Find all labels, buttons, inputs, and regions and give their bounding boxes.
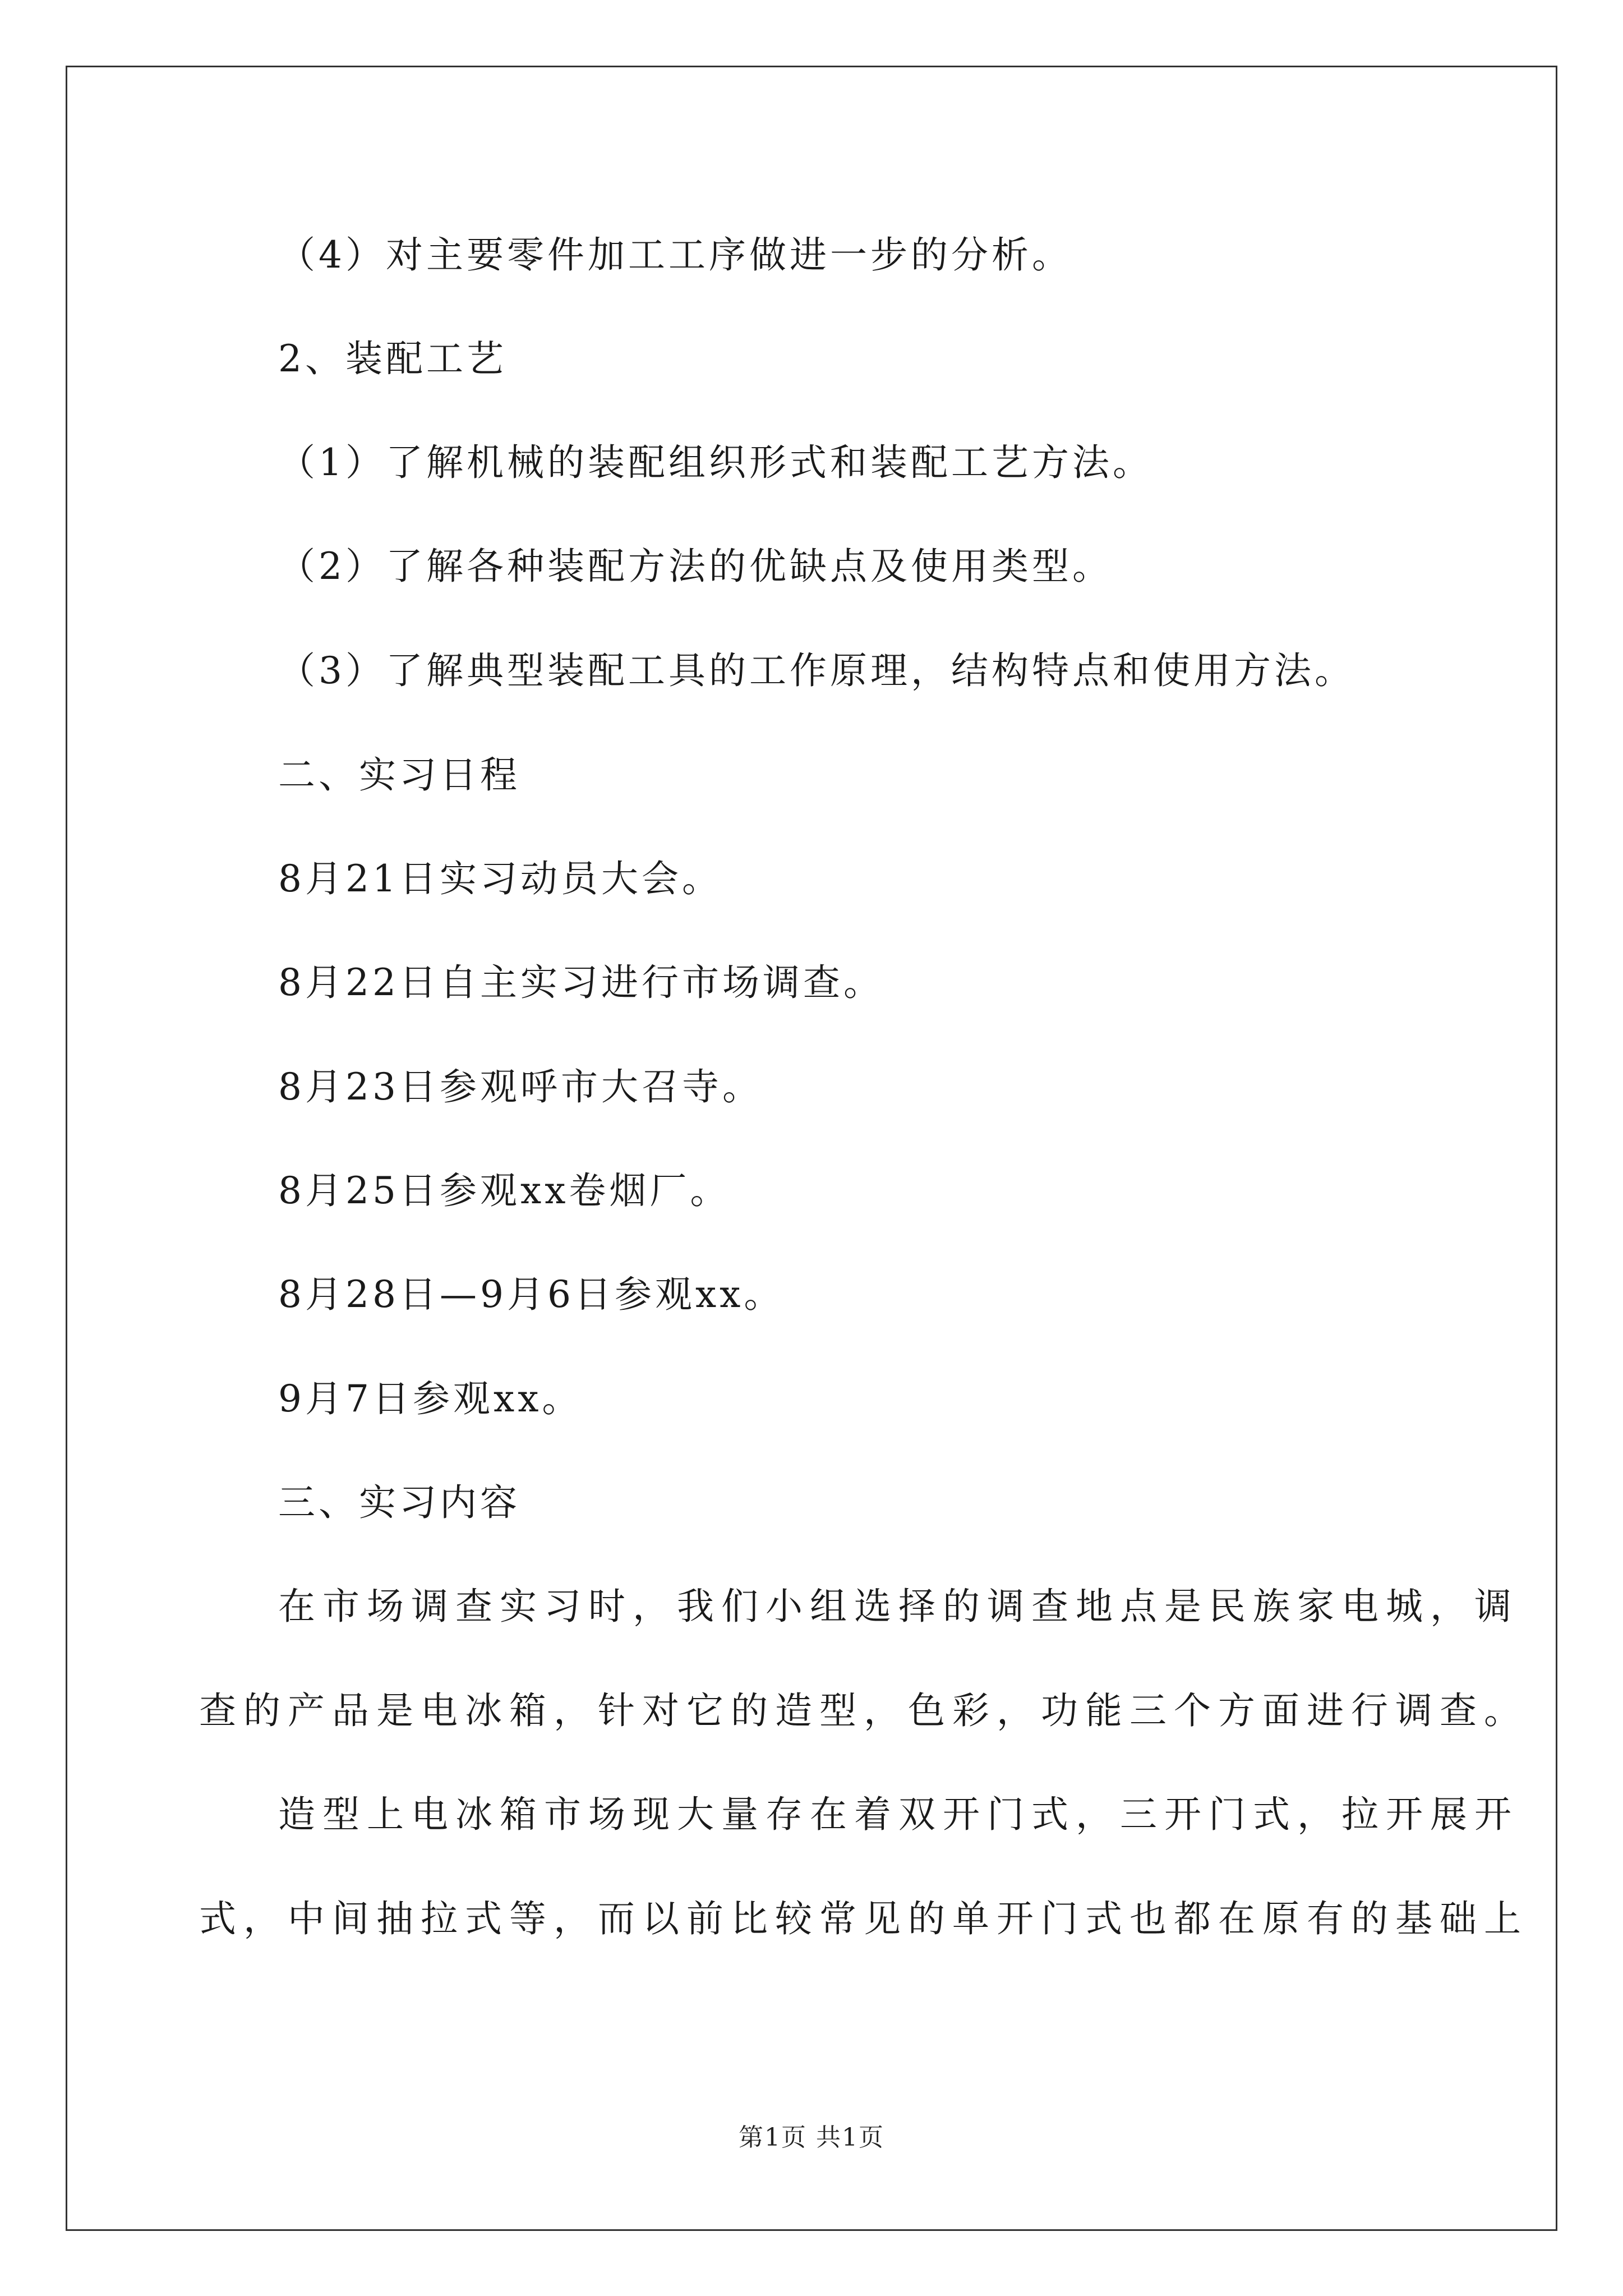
text-line: （3）了解典型装配工具的工作原理，结构特点和使用方法。: [278, 649, 1355, 692]
schedule-item: 9月7日参观xx。: [278, 1377, 583, 1420]
paragraph-line: 造型上电冰箱市场现大量存在着双开门式，三开门式，拉开展开: [278, 1793, 1519, 1836]
paragraph-line: 在市场调查实习时，我们小组选择的调查地点是民族家电城，调: [278, 1585, 1519, 1628]
schedule-item: 8月28日—9月6日参观xx。: [278, 1273, 785, 1316]
schedule-item: 8月22日自主实习进行市场调查。: [278, 961, 884, 1004]
text-line: （2）了解各种装配方法的优缺点及使用类型。: [278, 545, 1113, 588]
page-footer: 第1页 共1页: [739, 2123, 884, 2152]
schedule-item: 8月25日参观xx卷烟厂。: [278, 1169, 731, 1212]
text-line: （1）了解机械的装配组织形式和装配工艺方法。: [278, 441, 1153, 484]
text-line: （4）对主要零件加工工序做进一步的分析。: [278, 233, 1072, 277]
schedule-item: 8月21日实习动员大会。: [278, 857, 722, 900]
section-heading: 三、实习内容: [278, 1481, 520, 1524]
section-heading: 2、装配工艺: [278, 337, 507, 380]
paragraph-line: 式，中间抽拉式等，而以前比较常见的单开门式也都在原有的基础上: [199, 1897, 1528, 1940]
section-heading: 二、实习日程: [278, 753, 520, 797]
schedule-item: 8月23日参观呼市大召寺。: [278, 1065, 763, 1108]
paragraph-line: 查的产品是电冰箱，针对它的造型，色彩，功能三个方面进行调查。: [199, 1689, 1528, 1732]
